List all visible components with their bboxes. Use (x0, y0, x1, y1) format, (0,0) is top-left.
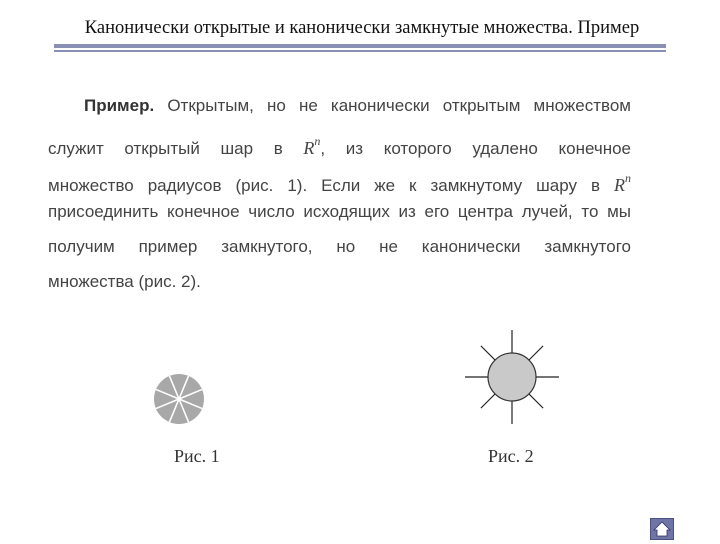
space-symbol: $R^n$ (303, 134, 321, 158)
home-button[interactable] (650, 518, 674, 540)
text-fragment: , из которого удалено конечное (320, 139, 631, 158)
figure-1-caption: Рис. 1 (174, 446, 220, 466)
text-fragment: служит открытый шар в (48, 139, 283, 158)
paragraph-line-2 (48, 127, 631, 159)
paragraph-line-6: множества (рис. 2). (48, 272, 201, 291)
title-divider-thin (54, 50, 666, 52)
example-paragraph (48, 90, 631, 298)
figure-1-open-ball (148, 368, 210, 430)
home-icon (651, 519, 673, 539)
title-divider (54, 44, 666, 48)
paragraph-line-5: получим пример замкнутого, но не канонически замкнутого (48, 237, 631, 256)
text-fragment: множество радиусов (рис. 1). Если же к замкнутому шару в (48, 176, 600, 195)
space-symbol: $R^n$ (613, 171, 631, 195)
figure-2-closed-ball (462, 327, 562, 427)
paragraph-line-4: присоединить конечное число исходящих из его центра лучей, то мы (48, 202, 631, 221)
figure-2-caption: Рис. 2 (488, 446, 534, 466)
text-fragment: Открытым, но не канонически открытым множеством (167, 96, 631, 115)
closed-ball (488, 353, 536, 401)
paragraph-line-3 (48, 164, 631, 196)
example-label: Пример. (84, 96, 155, 115)
paragraph-line-1 (48, 90, 631, 122)
slide-title: Канонически открытые и канонически замкнутые множества. Пример (84, 18, 640, 38)
